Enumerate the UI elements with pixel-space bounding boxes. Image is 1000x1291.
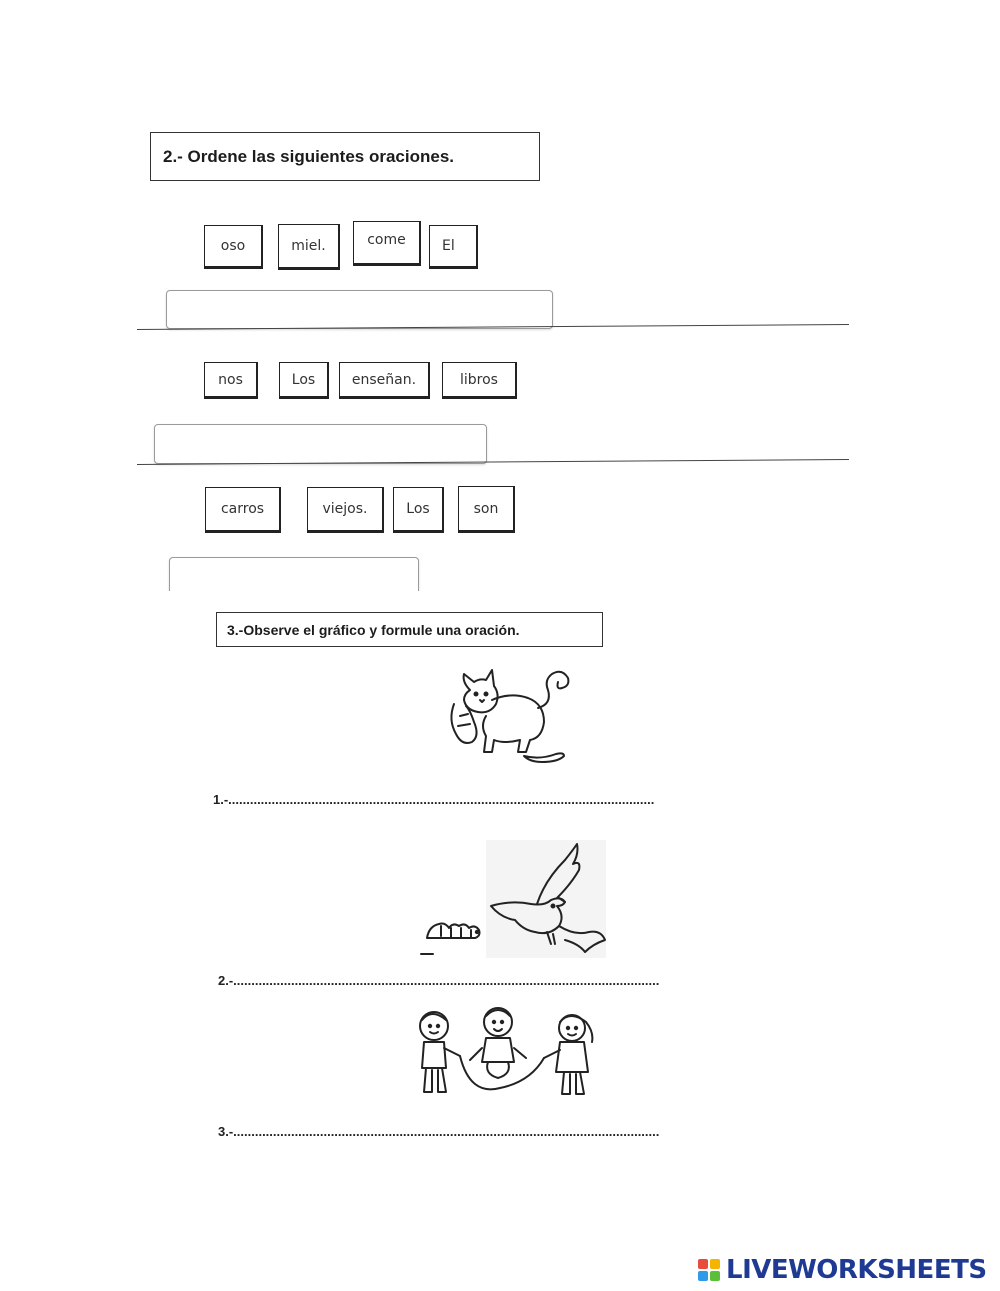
section-3-heading: 3.-Observe el gráfico y formule una oración. [216, 612, 603, 647]
bird-and-caterpillar-image [415, 840, 610, 960]
logo-squares-icon [698, 1259, 720, 1281]
liveworksheets-logo [698, 1255, 987, 1285]
word-tile[interactable]: enseñan. [339, 362, 430, 399]
word-tile[interactable]: Los [393, 487, 444, 533]
word-tile[interactable]: viejos. [307, 487, 384, 533]
logo-text: LIVEWORKSHEETS [726, 1255, 987, 1285]
page-cut-mask [150, 591, 850, 605]
word-tile[interactable]: carros [205, 487, 281, 533]
word-tile[interactable]: nos [204, 362, 258, 399]
word-tile[interactable]: libros [442, 362, 517, 399]
answer-field-1[interactable] [166, 290, 553, 329]
children-jumping-rope-image [410, 1002, 610, 1102]
word-tile[interactable]: son [458, 486, 515, 533]
logo-square-blue [698, 1271, 708, 1281]
logo-square-green [710, 1271, 720, 1281]
cat-with-fish-image [440, 660, 575, 765]
answer-line-2[interactable]: 2.-...................................................................................................................... [218, 973, 660, 988]
word-tile[interactable]: miel. [278, 224, 340, 270]
word-tile[interactable]: Los [279, 362, 329, 399]
word-tile[interactable]: come [353, 221, 421, 266]
answer-line-1[interactable]: 1.-...................................................................................................................... [213, 792, 655, 807]
logo-square-yellow [710, 1259, 720, 1269]
section-2-heading: 2.- Ordene las siguientes oraciones. [150, 132, 540, 181]
logo-square-red [698, 1259, 708, 1269]
answer-field-2[interactable] [154, 424, 487, 464]
word-tile[interactable]: El [429, 225, 478, 269]
answer-line-3[interactable]: 3.-...................................................................................................................... [218, 1124, 660, 1139]
word-tile[interactable]: oso [204, 225, 263, 269]
